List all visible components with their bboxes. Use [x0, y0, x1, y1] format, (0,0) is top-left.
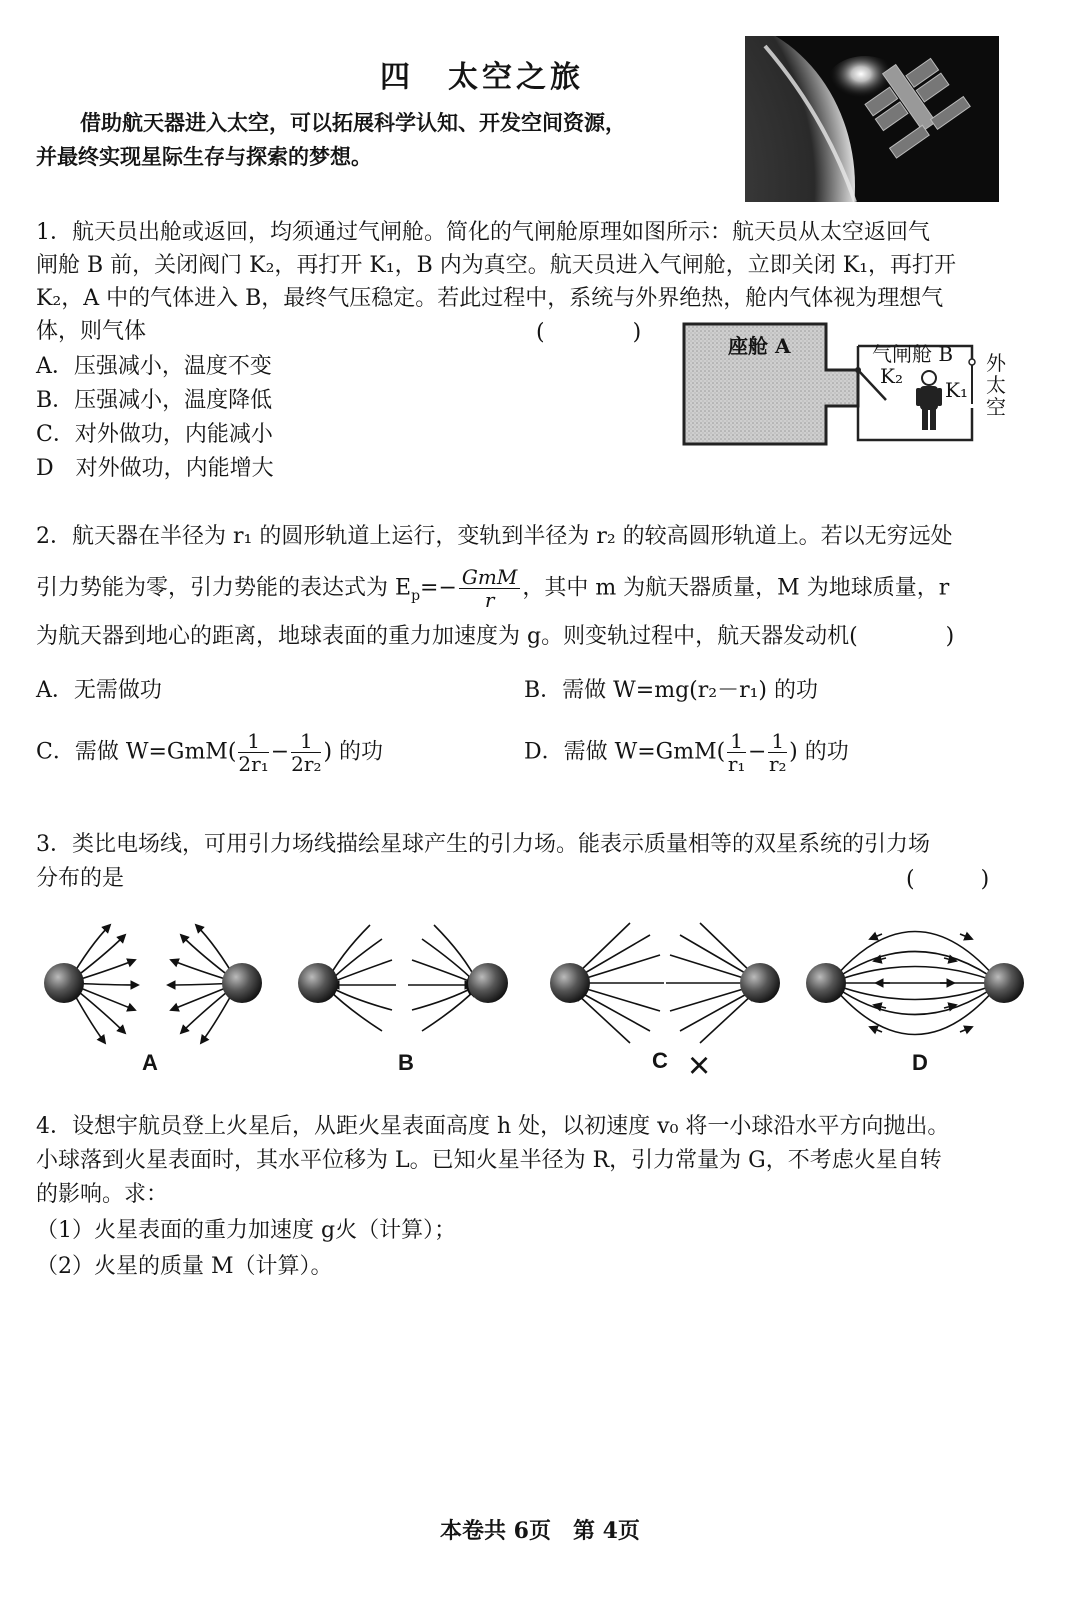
- q1-line-4: 体，则气体: [36, 319, 147, 344]
- airlock-diagram: [680, 318, 1010, 458]
- q2-option-a: A．无需做功: [36, 678, 162, 703]
- figure-a: [68, 925, 238, 1043]
- q3-answer-paren: ( ): [906, 867, 990, 892]
- space-station-image: [745, 36, 999, 202]
- airlock-b-label: 气闸舱 B: [872, 342, 954, 366]
- q2-line-2: 引力势能为零，引力势能的表达式为 $E_p=-$ $\frac{\text{GmM}}{r}$ ，其中 m 为航天器质量，M 为地球质量，r: [36, 565, 950, 612]
- figure-label-c: C: [652, 1048, 668, 1073]
- handwritten-cross-mark: ×: [688, 1045, 711, 1087]
- k2-label: K₂: [880, 364, 903, 388]
- q2-option-b: B．需做 W=mg(r₂－r₁) 的功: [524, 678, 818, 703]
- q4-line-2: 小球落到火星表面时，其水平位移为 L。已知火星半径为 R，引力常量为 G，不考虑火星自转: [36, 1148, 942, 1173]
- q2-line-1: 2．航天器在半径为 r₁ 的圆形轨道上运行，变轨到半径为 r₂ 的较高圆形轨道上。若以无穷远处: [36, 524, 953, 549]
- field-lines-svg: [30, 905, 1060, 1045]
- astronaut-icon: [916, 371, 942, 430]
- figure-label-d: D: [912, 1050, 928, 1075]
- q3-line-1: 3．类比电场线，可用引力场线描绘星球产生的引力场。能表示质量相等的双星系统的引力场: [36, 832, 931, 857]
- q1-answer-paren: ( ): [536, 320, 642, 345]
- q2-option-c: C．需做 W=GmM( $\frac{1}{\text{2r₁}}$ − $\frac{1}{\text{2r₂}}$ ) 的功: [36, 729, 384, 776]
- q4-line-1: 4．设想宇航员登上火星后，从距火星表面高度 h 处，以初速度 v₀ 将一小球沿水平方向抛出。: [36, 1114, 950, 1139]
- figure-b: [326, 925, 478, 1031]
- figure-d: [830, 932, 1000, 1035]
- intro-line-2: 并最终实现星际生存与探索的梦想。: [36, 144, 372, 169]
- cabin-a-label: 座舱 A: [728, 334, 791, 358]
- q2-line-3: 为航天器到地心的距离，地球表面的重力加速度为 g。则变轨过程中，航天器发动机( ): [36, 624, 955, 649]
- q1-line-2: 闸舱 B 前，关闭阀门 K₂，再打开 K₁，B 内为真空。航天员进入气闸舱，立即关闭 K₁，再打开: [36, 253, 957, 278]
- q2-option-d: D．需做 W=GmM( $\frac{1}{\text{r₁}}$ − $\frac{1}{\text{r₂}}$ ) 的功: [524, 729, 849, 776]
- figure-label-b: B: [398, 1050, 414, 1075]
- figure-c: [576, 923, 754, 1043]
- q4-sub-2: （2）火星的质量 M（计算）。: [36, 1254, 333, 1279]
- q3-line-2: 分布的是: [36, 866, 125, 891]
- space-station-photo: [745, 36, 999, 202]
- k1-label: K₁: [945, 378, 968, 402]
- q1-line-1: 1．航天员出舱或返回，均须通过气闸舱。简化的气闸舱原理如图所示：航天员从太空返回气: [36, 220, 931, 245]
- q1-option-b: B．压强减小，温度降低: [36, 388, 273, 413]
- intro-line-1: 借助航天器进入太空，可以拓展科学认知、开发空间资源，: [80, 110, 626, 135]
- section-title: 四 太空之旅: [380, 60, 584, 95]
- q4-sub-1: （1）火星表面的重力加速度 g火（计算）；: [36, 1218, 457, 1243]
- field-lines-figure: [30, 905, 1060, 1045]
- q1-option-d: D 对外做功，内能增大: [36, 456, 274, 481]
- potential-energy-fraction: $\frac{\text{GmM}}{r}$: [459, 566, 520, 611]
- figure-label-a: A: [142, 1050, 158, 1075]
- q1-option-a: A．压强减小，温度不变: [36, 354, 272, 379]
- page-footer: 本卷共 6页 第 4页: [440, 1518, 640, 1544]
- q1-line-3: K₂，A 中的气体进入 B，最终气压稳定。若此过程中，系统与外界绝热，舱内气体视为理想气: [36, 286, 944, 311]
- q4-line-3: 的影响。求：: [36, 1182, 169, 1207]
- outer-space-label: 外 太 空: [986, 351, 1006, 419]
- q1-option-c: C．对外做功，内能减小: [36, 422, 273, 447]
